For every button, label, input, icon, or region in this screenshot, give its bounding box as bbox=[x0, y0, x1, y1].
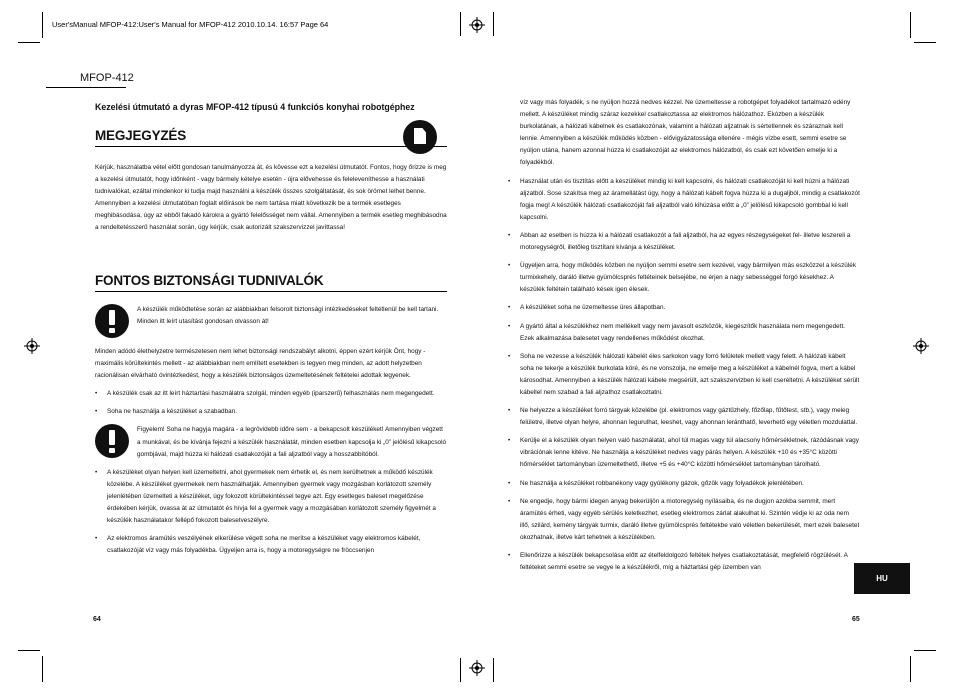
crop-mark bbox=[493, 658, 494, 682]
continuation-text: víz vagy más folyadék, s ne nyúljon hozzá nedves kézzel. Ne üzemeltesse a robotgépet folyadékot tartalmazó edény mellett. A készüléket mindig száraz kezekkel csatlakoztassa az elektromos hálózathoz. Ekózben a készülék burkolatának, a hálózati kábelnek és csatlakozónak, valamint a hálózati aljzatnak is sértetlennek és száraznak kell lennie. Amennyiben a készülék működés közben - elővigyázatossága ellenére - mégis vízbe esett, semmi esetre se nyúljon utána, hanem azonnal húzza ki csatlakozóját az elektromos hálózatból, és csak ezt követően emelje ki a folyadékból. bbox=[520, 99, 851, 167]
crop-mark bbox=[18, 650, 40, 651]
list-item: • Ne helyezze a készüléket forró tárgyak közelébe (pl. elektromos vagy gáztűzhely, főzőlap, fűtőtest, stb.), vagy meleg felületre, illetve olyan helyre, ahonnan legurulhat, leeshet, vagy ahonnan leránthatő, leverhető egy véletlen mozdulattal. bbox=[508, 407, 858, 427]
list-item: • A készülék csak az itt leírt háztartási használatra szolgál, minden egyéb (iparszerű) felhasználás nem megengedett. bbox=[95, 390, 435, 398]
crop-mark bbox=[910, 656, 911, 682]
crop-mark bbox=[914, 650, 936, 651]
crop-mark bbox=[42, 12, 43, 38]
safety-right-column bbox=[508, 97, 860, 580]
note-page-icon bbox=[403, 120, 437, 154]
list-item: • Ne engedje, hogy bármi idegen anyag bekerüljön a motoregység nyílásaiba, és ne dugjon azokba semmit, mert áramütés érheti, vagy egyéb sérülés keletkezhet, esetleg elektromos zárlat alakulhat ki. Szintén védje ki az oda nem illő, szilárd, kemény tárgyak turmix, daráló illetve gyümölcsprés feltétekbe való véletlen bekerülését, mert ezek balesetet okozhatnak, illetve kárt tehetnek a készülékben. bbox=[508, 497, 860, 541]
list-item: • Az elektromos áramütés veszélyének elkerülése végett soha ne merítse a készüléket vagy elektromos kábelét, csatlakozóját víz vagy más folyadékba. Ügyeljen arra is, hogy a motoregységre ne fröccsenjen bbox=[95, 535, 421, 555]
divider bbox=[95, 291, 447, 292]
safety-intro: Minden adódó élethelyzetre természetesen nem lehet biztonsági rendszabályt alkotni, éppen ezért kérjük Önt, hogy - maximális körültekintés mellett - az alábbiakban nem említett esetekben is tegyen meg minden, az adott helyzetben racionálisan elvárható óvintézkedést, hogy a készülék biztonságos üzemeltetésének feltételei adottak legyenek. bbox=[95, 348, 426, 380]
page-number-right: 65 bbox=[852, 616, 860, 623]
list-item: • A készüléket olyan helyen kell üzemeltetni, ahol gyermekek nem érhetik el, és nem kerülhetnek a működő készülék közelébe. A készüléket gyermekek nem használhatják. Amennyiben gyermek vagy mozgásban korlátozott személy jelenlétében üzemelteti a készüléket, úgy fokozott körültekintéssel tegye azt. Egy esetleges baleset megelőzése érdekében kérjük, ovassa át az útmutatót és hívja fel a gyermek vagy a mozgásában korlátozott személy figyelmét a készülék használatakor fellépő fokozott balesetveszélyre. bbox=[95, 468, 436, 525]
registration-mark-icon bbox=[913, 338, 929, 354]
exclamation-icon bbox=[95, 424, 129, 458]
crop-mark bbox=[460, 658, 461, 682]
model-name: MFOP-412 bbox=[80, 72, 134, 84]
exclamation-icon bbox=[95, 304, 129, 338]
crop-mark bbox=[493, 12, 494, 36]
list-item: • A gyártó által a készülékhez nem mellékelt vagy nem javasolt eszközök, kiegészítők használata nem megengedett. Ezek alkalmazása balesetet vagy rendellenes működést okozhat. bbox=[508, 322, 846, 342]
crop-mark bbox=[42, 656, 43, 682]
registration-mark-icon bbox=[469, 660, 485, 676]
list-item: • Ellenőrizze a készülék bekapcsolása előtt az ételfeldolgozó feltétek helyes csatlakoztatását, megfelelő rögzülését. A feltéteket semmi esetre se vegye le a készülékről, míg a háztartási gép üzemben van bbox=[508, 552, 848, 572]
list-item: • Ne használja a készüléket robbanékony vagy gyúlékony gázok, gőzök vagy folyadékok jelenlétében. bbox=[508, 479, 804, 487]
note-text: Kérjük, használatba vétel előtt gondosan tanulmányozza át, és kövesse ezt a kezelési útmutatót. Fontos, hogy őrizze is meg a kezelési útmutatót, hogy időnként - vagy bármely kételye esetén - újra elővehesse és feleleveníthesse a használati tudnivalókat, ezáltal mindenkor ki tudja majd használni a készülék összes szolgáltatását, és sok örömet lelhet benne. Amennyiben a kezelési útmutatóban foglalt előírások be nem tartása miatt következik be a termék esetleges meghibásodása, úgy az ebből fakadó károkra a gyártó felelősséget nem vállal. Amennyiben a termék esetleg meghibásodna a rendeltetésszerű használat során, úgy kérjük, csak autorizált szakszervizzel javíttassa! bbox=[95, 164, 447, 232]
safety-left-column bbox=[95, 304, 447, 563]
warning-box bbox=[95, 304, 447, 338]
list-item: • Soha ne használja a készüléket a szabadban. bbox=[95, 408, 238, 416]
warning-text: Figyelem! Soha ne hagyja magára - a legrövidebb időre sem - a bekapcsolt készüléket! Amennyiben végzett a munkával, és be kívánja fejezni a készülék használatát, minden esetben kapcsolja ki „0” jelölésű kikapcsoló gombjával, majd húzza ki hálózati csatlakozóját a fali aljzatból vagy a hosszabbítóból. bbox=[137, 426, 447, 458]
note-heading: MEGJEGYZÉS bbox=[95, 128, 187, 143]
registration-mark-icon bbox=[24, 338, 40, 354]
list-item: • A készüléket soha ne üzemeltesse üres állapotban. bbox=[508, 304, 666, 312]
crop-mark bbox=[910, 12, 911, 38]
list-item: • Soha ne vezesse a készülék hálózati kábelét éles sarkokon vagy forró felületek mellett vagy felett. A hálózati kábelt soha ne tekerje a készülék burkolata köré, és ne vonszolja, ne emelje meg a készüléket a kábelnél fogva, mert a kábel károsodhat. Amennyiben a készülék hálózati kábele megsérült, azt szakszervizben ki kell cseréltetni. A készüléket sérült kábellel nem szabad a fali aljzathoz csatlakoztatni. bbox=[508, 352, 860, 396]
page-number-left: 64 bbox=[93, 616, 101, 623]
warning-box bbox=[95, 424, 447, 460]
divider bbox=[95, 146, 447, 147]
crop-mark bbox=[914, 42, 936, 43]
list-item: • Abban az esetben is húzza ki a hálózati csatlakozót a fali aljzatból, ha az egyes részegységeket fel- illetve leszereli a motoregységről, illetőleg tisztítani kívánja a készüléket. bbox=[508, 231, 851, 252]
divider bbox=[46, 87, 126, 88]
safety-heading: FONTOS BIZTONSÁGI TUDNIVALÓK bbox=[95, 273, 324, 288]
document-subtitle: Kezelési útmutató a dyras MFOP-412 típusú 4 funkciós konyhai robotgéphez bbox=[95, 102, 415, 112]
crop-mark bbox=[18, 42, 40, 43]
print-slug: User'sManual MFOP-412:User's Manual for MFOP-412 2010.10.14. 16:57 Page 64 bbox=[52, 20, 329, 29]
crop-mark bbox=[460, 12, 461, 36]
warning-text: A készülék működtetése során az alábbiakban felsorolt biztonsági intézkedéseket feltétlenül be kell tartani. Minden itt leírt utasítást gondosan olvasson át! bbox=[137, 306, 439, 326]
list-item: • Kerülje el a készülék olyan helyen való használatát, ahol túl magas vagy túl alacsony hőmérsékletnek, rázódásnak vagy vibrációnak lenne kitéve. Ne használja a készüléket nedves vagy párás helyen. A készülék +10 és +35°C közötti hőmérséklet tartományban üzemeltethető, illetve +5 és +40°C közötti hőmérséklet tartományban tárolható. bbox=[508, 437, 859, 469]
list-item: • Használat után és tisztítás előtt a készüléket mindig ki kell kapcsolni, és hálózati csatlakozóját ki kell húzni a hálózati aljzatból. Sose szakítsa meg az áramellátást úgy, hogy a hálózati kábelt fogva húzza ki a dugaljból, mindig a csatlakozót fogja meg! A készülék hálózati csatlakozóját fali aljzatból való kihúzása előtt a „0” jelölésű kikapcsoló gombbal ki kell kapcsolni. bbox=[508, 177, 860, 221]
language-tab: HU bbox=[854, 563, 910, 594]
list-item: • Ügyeljen arra, hogy működés közben ne nyúljon semmi esetre sem kezével, vagy bármilyen más eszközzel a készülék turmixkehely, daráló illetve gyümölcsprés feltéteinek belsejébe, ne érjen a nagy sebességgel forgó késekhez. A készülék feltétein található kések igen élesek. bbox=[508, 262, 857, 294]
registration-mark-icon bbox=[469, 17, 485, 33]
